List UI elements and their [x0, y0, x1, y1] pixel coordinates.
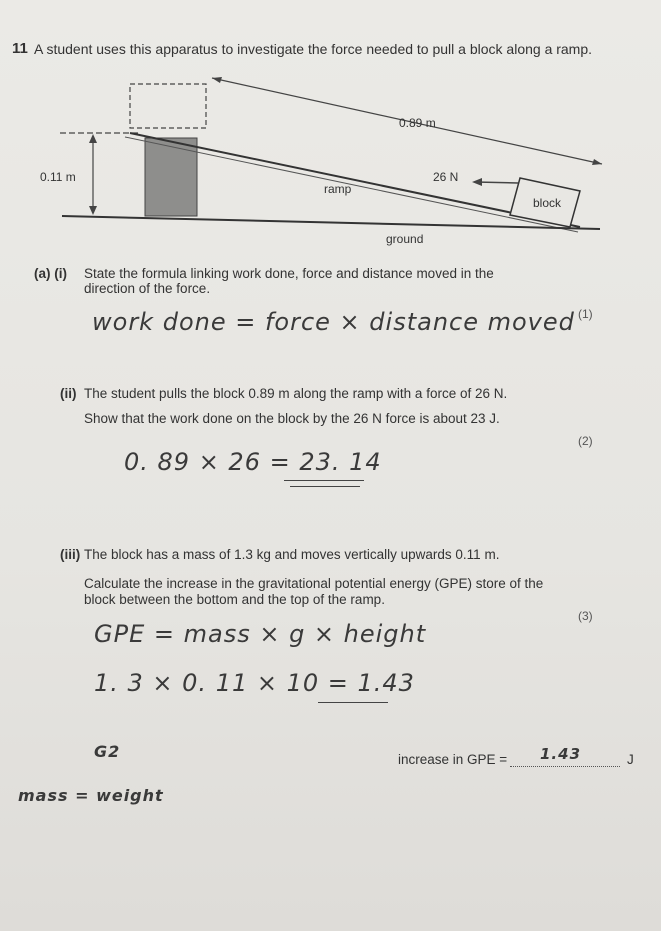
part-a-ii-label: (ii)	[60, 386, 77, 401]
part-a-i-text-2: direction of the force.	[84, 281, 211, 296]
answer-value: 1.43	[540, 745, 582, 763]
part-a-iii-text-1: The block has a mass of 1.3 kg and moves vertically upwards 0.11 m.	[84, 547, 500, 562]
part-a-iii-text-3: block between the bottom and the top of the ramp.	[84, 592, 385, 607]
working-underline	[318, 702, 388, 703]
ramp-diagram	[0, 70, 661, 255]
scribble-bottom: mass = weight	[18, 786, 164, 805]
part-a-iii-working-2: 1. 3 × 0. 11 × 10 = 1.43	[94, 669, 415, 697]
answer-unit: J	[627, 752, 634, 767]
question-intro: A student uses this apparatus to investigate the force needed to pull a block along a ramp.	[34, 41, 593, 57]
part-a-ii-text-1: The student pulls the block 0.89 m along the ramp with a force of 26 N.	[84, 386, 508, 401]
part-a-i-answer: work done = force × distance moved	[92, 308, 575, 336]
force-label: 26 N	[433, 170, 459, 184]
length-label: 0.89 m	[399, 116, 436, 130]
part-a-iii-marks: (3)	[578, 609, 593, 623]
part-a-ii-text-2: Show that the work done on the block by the 26 N force is about 23 J.	[84, 411, 500, 426]
answer-label: increase in GPE =	[398, 752, 508, 767]
part-a-iii-working-1: GPE = mass × g × height	[94, 620, 427, 648]
length-arrowhead-right	[592, 159, 602, 165]
height-arrowhead-bottom	[89, 206, 97, 215]
question-number: 11	[12, 40, 28, 57]
length-arrowhead-left	[212, 77, 222, 83]
part-a-i-marks: (1)	[578, 307, 593, 321]
part-a-i-text-1: State the formula linking work done, force and distance moved in the	[84, 266, 494, 281]
block-label: block	[533, 196, 562, 210]
part-a-i-label: (a) (i)	[34, 266, 67, 281]
height-arrowhead-top	[89, 134, 97, 143]
answer-underline-2	[290, 486, 360, 487]
dashed-block-position	[130, 84, 206, 128]
force-arrowhead	[472, 178, 482, 186]
ramp-label: ramp	[324, 182, 352, 196]
scribble-left: G2	[94, 742, 121, 761]
answer-underline-1	[284, 480, 364, 481]
part-a-iii-label: (iii)	[60, 547, 81, 562]
height-label: 0.11 m	[40, 170, 76, 184]
part-a-iii-text-2: Calculate the increase in the gravitational potential energy (GPE) store of the	[84, 576, 544, 591]
answer-line	[510, 766, 620, 767]
part-a-ii-answer: 0. 89 × 26 = 23. 14	[124, 448, 382, 476]
part-a-ii-marks: (2)	[578, 434, 593, 448]
ground-line	[62, 216, 600, 229]
ground-label: ground	[386, 232, 424, 246]
ramp-support	[145, 138, 197, 216]
